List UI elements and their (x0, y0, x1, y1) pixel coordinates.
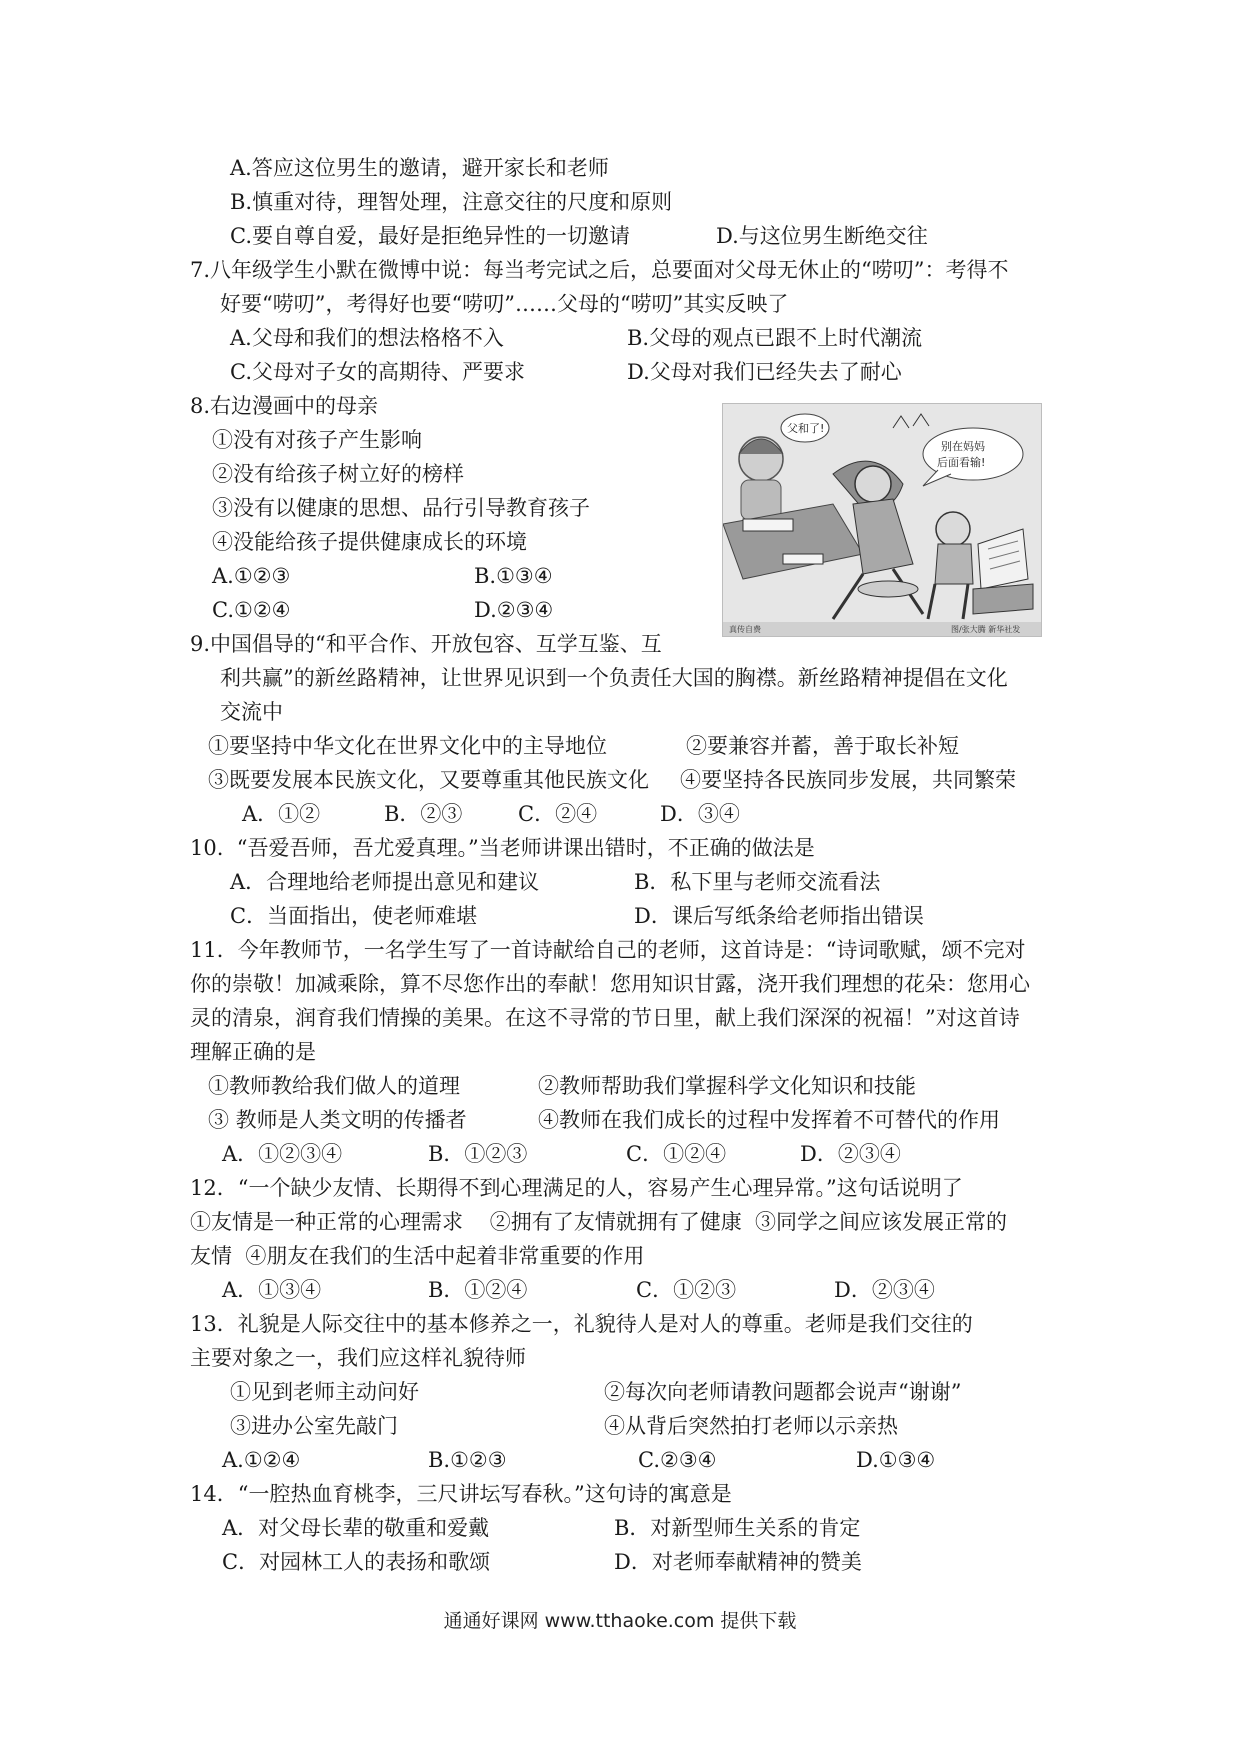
q9-option-a: A．①② (242, 802, 321, 826)
q9-stem-line2: 利共赢”的新丝路精神，让世界见识到一个负责任大国的胸襟。新丝路精神提倡在文化 (220, 666, 1008, 690)
q13-option-d: D.①③④ (856, 1448, 936, 1472)
q11-stem-line1: 11．今年教师节，一名学生写了一首诗献给自己的老师，这首诗是：“诗词歌赋，颂不完对 (190, 938, 1026, 962)
q10-option-a: A．合理地给老师提出意见和建议 (230, 870, 540, 894)
q11-stem-line2: 你的崇敬！加减乘除，算不尽您作出的奉献！您用知识甘露，浇开我们理想的花朵：您用心 (190, 972, 1030, 996)
q13-stem-line1: 13．礼貌是人际交往中的基本修养之一，礼貌待人是对人的尊重。老师是我们交往的 (190, 1312, 973, 1336)
q9-option-b: B．②③ (384, 802, 463, 826)
q9-statement-4: ④要坚持各民族同步发展，共同繁荣 (680, 768, 1016, 792)
q8-option-c: C.①②④ (212, 598, 291, 622)
q7-stem-line1: 7.八年级学生小默在微博中说：每当考完试之后，总要面对父母无休止的“唠叨”：考得不 (190, 258, 1009, 282)
q7-option-b: B.父母的观点已跟不上时代潮流 (627, 326, 923, 350)
q11-stem-line3: 灵的清泉，润育我们情操的美果。在这不寻常的节日里，献上我们深深的祝福！”对这首诗 (190, 1006, 1020, 1030)
q13-option-a: A.①②④ (222, 1448, 301, 1472)
q8-statement-1: ①没有对孩子产生影响 (212, 428, 422, 452)
q7-option-d: D.父母对我们已经失去了耐心 (627, 360, 902, 384)
q11-option-a: A．①②③④ (222, 1142, 343, 1166)
q8-statement-2: ②没有给孩子树立好的榜样 (212, 462, 464, 486)
q13-statement-3: ③进办公室先敲门 (230, 1414, 398, 1438)
q13-statement-1: ①见到老师主动问好 (230, 1380, 419, 1404)
cartoon-caption-right: 图/张大腾 新华社发 (951, 625, 1021, 634)
q8-option-a: A.①②③ (212, 564, 291, 588)
q8-option-b: B.①③④ (474, 564, 553, 588)
q9-stem-line1: 9.中国倡导的“和平合作、开放包容、互学互鉴、互 (190, 632, 662, 656)
q14-option-b: B．对新型师生关系的肯定 (614, 1516, 861, 1540)
q13-option-c: C.②③④ (638, 1448, 717, 1472)
q14-option-a: A．对父母长辈的敬重和爱戴 (222, 1516, 490, 1540)
q14-option-d: D．对老师奉献精神的赞美 (614, 1550, 862, 1574)
q8-option-d: D.②③④ (474, 598, 554, 622)
q11-stem-line4: 理解正确的是 (190, 1040, 316, 1064)
q11-statement-1: ①教师教给我们做人的道理 (208, 1074, 460, 1098)
q9-statement-3: ③既要发展本民族文化，又要尊重其他民族文化 (208, 768, 649, 792)
q13-statement-4: ④从背后突然拍打老师以示亲热 (604, 1414, 898, 1438)
cartoon-bubble-right-2: 后面看输! (937, 456, 986, 469)
cartoon-bubble-left: 父和了! (787, 422, 825, 435)
q6-option-a: A.答应这位男生的邀请，避开家长和老师 (230, 156, 609, 180)
q10-option-c: C．当面指出，使老师难堪 (230, 904, 478, 928)
q9-statement-1: ①要坚持中华文化在世界文化中的主导地位 (208, 734, 607, 758)
q13-statement-2: ②每次向老师请教问题都会说声“谢谢” (604, 1380, 962, 1404)
q11-option-b: B．①②③ (428, 1142, 528, 1166)
q9-statement-2: ②要兼容并蓄，善于取长补短 (686, 734, 959, 758)
q11-option-d: D．②③④ (800, 1142, 901, 1166)
q14-stem: 14．“一腔热血育桃李，三尺讲坛写春秋。”这句诗的寓意是 (190, 1482, 732, 1506)
q8-cartoon-image (722, 403, 1042, 637)
q8-statement-4: ④没能给孩子提供健康成长的环境 (212, 530, 527, 554)
cartoon-bubble-right-1: 别在妈妈 (941, 440, 985, 453)
q7-stem-line2: 好要“唠叨”，考得好也要“唠叨”……父母的“唠叨”其实反映了 (220, 292, 789, 316)
q9-option-d: D．③④ (660, 802, 740, 826)
q7-option-c: C.父母对子女的高期待、严要求 (230, 360, 525, 384)
q12-option-a: A．①③④ (222, 1278, 322, 1302)
q9-stem-line3: 交流中 (220, 700, 283, 724)
q12-stem-line2: ①友情是一种正常的心理需求 ②拥有了友情就拥有了健康 ③同学之间应该发展正常的 (190, 1210, 1008, 1234)
q12-stem-line3: 友情 ④朋友在我们的生活中起着非常重要的作用 (190, 1244, 645, 1268)
q12-option-b: B．①②④ (428, 1278, 528, 1302)
q11-statement-3: ③ 教师是人类文明的传播者 (208, 1108, 467, 1132)
q14-option-c: C．对园林工人的表扬和歌颂 (222, 1550, 491, 1574)
q10-stem: 10. “吾爱吾师，吾尤爱真理。”当老师讲课出错时，不正确的做法是 (190, 836, 815, 860)
q9-option-c: C．②④ (518, 802, 598, 826)
q8-statement-3: ③没有以健康的思想、品行引导教育孩子 (212, 496, 590, 520)
q12-option-c: C．①②③ (636, 1278, 737, 1302)
page-footer: 通通好课网 www.tthaoke.com 提供下载 (443, 1610, 797, 1632)
q12-option-d: D．②③④ (834, 1278, 935, 1302)
q6-option-d: D.与这位男生断绝交往 (716, 224, 928, 248)
q11-statement-2: ②教师帮助我们掌握科学文化知识和技能 (538, 1074, 916, 1098)
q12-stem-line1: 12．“一个缺少友情、长期得不到心理满足的人，容易产生心理异常。”这句话说明了 (190, 1176, 963, 1200)
q6-option-b: B.慎重对待，理智处理，注意交往的尺度和原则 (230, 190, 673, 214)
q6-option-c: C.要自尊自爱，最好是拒绝异性的一切邀请 (230, 224, 630, 248)
q10-option-d: D．课后写纸条给老师指出错误 (634, 904, 924, 928)
cartoon-caption-left: 真传自费 (729, 625, 761, 634)
q8-stem: 8.右边漫画中的母亲 (190, 394, 379, 418)
q11-statement-4: ④教师在我们成长的过程中发挥着不可替代的作用 (538, 1108, 1000, 1132)
q11-option-c: C．①②④ (626, 1142, 727, 1166)
q13-stem-line2: 主要对象之一，我们应这样礼貌待师 (190, 1346, 526, 1370)
q13-option-b: B.①②③ (428, 1448, 507, 1472)
q10-option-b: B．私下里与老师交流看法 (634, 870, 881, 894)
q7-option-a: A.父母和我们的想法格格不入 (230, 326, 504, 350)
